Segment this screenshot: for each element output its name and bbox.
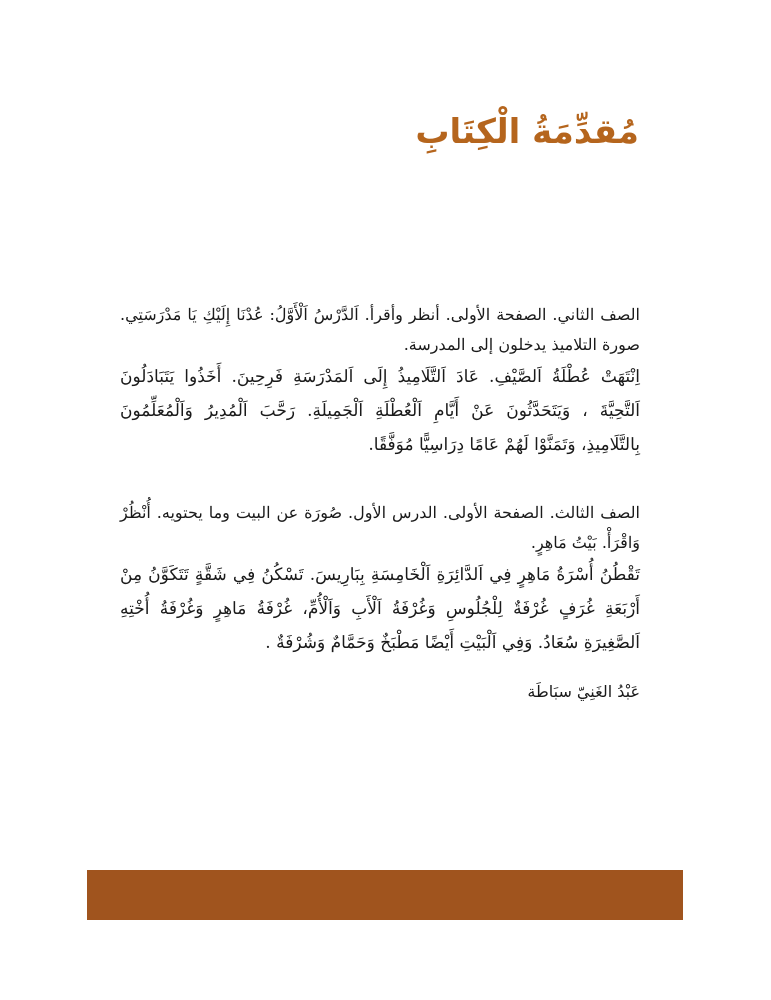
lesson-intro: الصف الثاني. الصفحة الأولى. أنظر وأقرأ. اَلدَّرْسُ اَلْأَوَّلُ: عُدْنَا إِلَيْكِ يَا مَدْرَسَتِي. صورة التلاميذ يدخلون إلى المدرسة. <box>120 305 640 354</box>
document-body <box>120 300 640 706</box>
lesson-text: تَقْطُنُ أُسْرَةُ مَاهِرٍ فِي اَلدَّائِرَةِ اَلْخَامِسَةِ بِبَارِيسَ. تَسْكُنُ فِي شَقَّةٍ تَتَكَوَّنُ مِنْ أَرْبَعَةِ غُرَفٍ غُرْفَةٌ لِلْجُلُوسِ وَغُرْفَةُ اَلْأَبِ وَاَلْأُمِّ، غُرْفَةُ مَاهِرٍ وَغُرْفَةُ أُخْتِهِ اَلصَّغِيرَةِ سُعَادُ. وَفِي اَلْبَيْتِ أَيْضًا مَطْبَخٌ وَحَمَّامٌ وَشُرْفَةٌ . <box>120 565 640 653</box>
lesson-text: اِنْتَهَتْ عُطْلَةُ اَلصَّيْفِ. عَادَ اَلتَّلَامِيذُ إِلَى اَلمَدْرَسَةِ فَرِحِينَ. أَخَذُوا يَتَبَادَلُونَ اَلتَّحِيَّةَ ، وَيَتَحَدَّثُونَ عَنْ أَيَّامِ اَلْعُطْلَةِ اَلْجَمِيلَةِ. رَحَّبَ اَلْمُدِيرُ وَاَلْمُعَلِّمُونَ بِالتَّلَامِيذِ، وَتَمَنَّوْا لَهُمْ عَامًا دِرَاسِيًّا مُوَفَّقًا. <box>120 367 640 455</box>
page-title: مُقدِّمَةُ الْكِتَابِ <box>415 112 639 152</box>
lesson-intro: الصف الثالث. الصفحة الأولى. الدرس الأول. صُورَة عن البيت وما يحتويه. أُنْظُرْ وَاقْرَأْ. بَيْتُ مَاهِرٍ. <box>120 503 640 552</box>
lesson-section-grade-2 <box>120 300 640 462</box>
footer-band <box>87 870 683 920</box>
author-signature: عَبْدُ الغَنِيّ سبَاطَة <box>527 682 640 701</box>
lesson-section-grade-3 <box>120 498 640 660</box>
